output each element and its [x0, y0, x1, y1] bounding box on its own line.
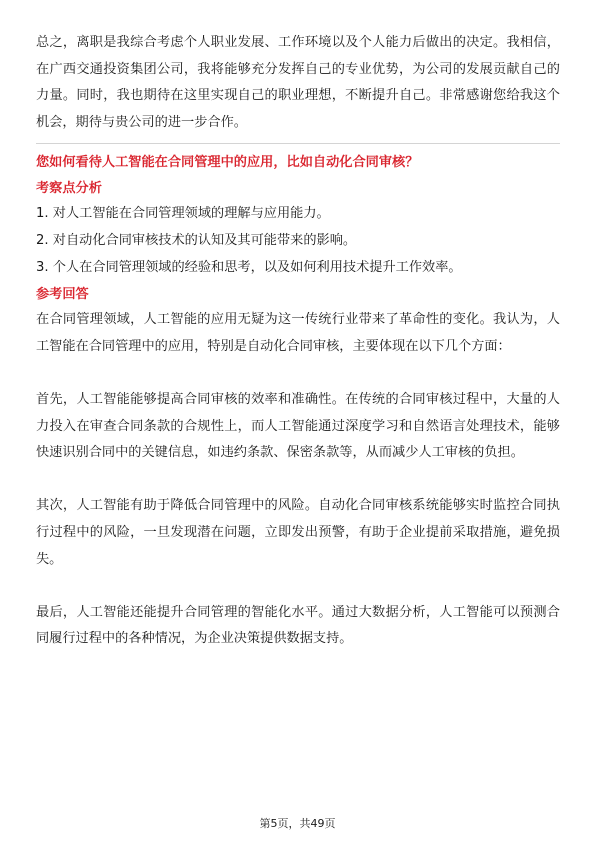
- answer-paragraph: 首先，人工智能能够提高合同审核的效率和准确性。在传统的合同审核过程中，大量的人力投入在审查合同条款的合规性上，而人工智能通过深度学习和自然语言处理技术，能够快速识别合同中的关键信息，如违约条款、保密条款等，从而减少人工审核的负担。: [36, 391, 560, 461]
- answer-paragraph: 其次，人工智能有助于降低合同管理中的风险。自动化合同审核系统能够实时监控合同执行过程中的风险，一旦发现潜在问题，立即发出预警，有助于企业提前采取措施，避免损失。: [36, 498, 560, 567]
- document-page: [36, 30, 560, 653]
- analysis-item: 1. 对人工智能在合同管理领域的理解与应用能力。: [36, 206, 330, 222]
- analysis-item: 3. 个人在合同管理领域的经验和思考，以及如何利用技术提升工作效率。: [36, 259, 462, 275]
- paragraph-spacer: [36, 573, 560, 600]
- answer-heading: 参考回答: [36, 287, 89, 303]
- section-divider: [36, 143, 560, 144]
- answer-paragraph: 在合同管理领域，人工智能的应用无疑为这一传统行业带来了革命性的变化。我认为，人工智能在合同管理中的应用，特别是自动化合同审核，主要体现在以下几个方面：: [36, 312, 560, 354]
- analysis-item: 2. 对自动化合同审核技术的认知及其可能带来的影响。: [36, 232, 357, 248]
- intro-paragraph: 总之，离职是我综合考虑个人职业发展、工作环境以及个人能力后做出的决定。我相信，在广西交通投资集团公司，我将能够充分发挥自己的专业优势，为公司的发展贡献自己的力量。同时，我也期待在这里实现自己的职业理想，不断提升自己。非常感谢您给我这个机会，期待与贵公司的进一步合作。: [36, 35, 560, 130]
- analysis-heading: 考察点分析: [36, 181, 102, 197]
- paragraph-spacer: [36, 360, 560, 387]
- paragraph-spacer: [36, 467, 560, 494]
- question-title: 您如何看待人工智能在合同管理中的应用，比如自动化合同审核？: [36, 155, 419, 171]
- page-number: 第5页，共49页: [259, 817, 336, 830]
- answer-paragraph: 最后，人工智能还能提升合同管理的智能化水平。通过大数据分析，人工智能可以预测合同履行过程中的各种情况，为企业决策提供数据支持。: [36, 604, 560, 647]
